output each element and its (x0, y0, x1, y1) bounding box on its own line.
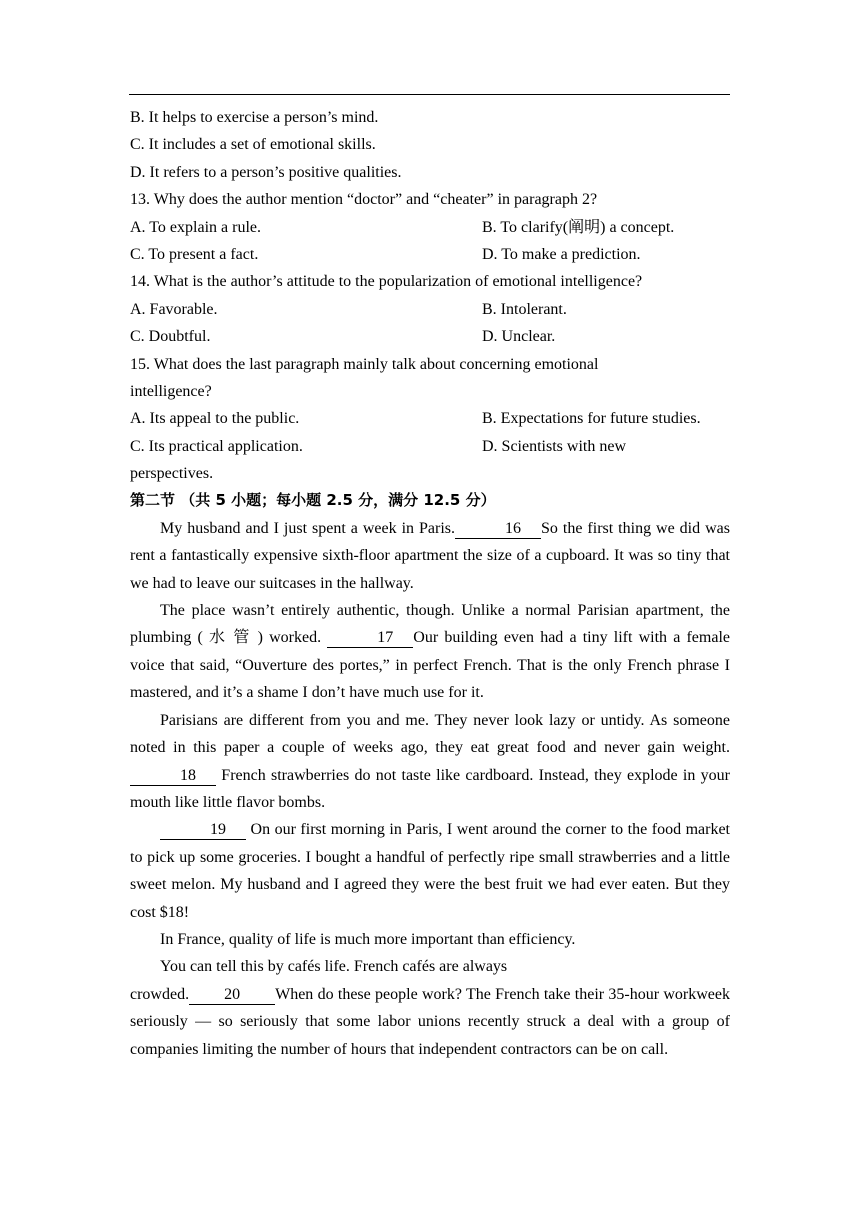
p6-text-before: crowded. (130, 985, 190, 1003)
passage-paragraph-5: In France, quality of life is much more important than efficiency. (160, 930, 576, 948)
blank-19[interactable]: 19 (160, 821, 246, 840)
p2-text-after: Our building even had a tiny lift with a female voice that said, “Ouverture des portes,” in perfect French. That is the only French phrase I mastered, and it’s a shame I don’t have much use for it. (130, 629, 730, 702)
section-heading: 第二节 （共 5 小题；每小题 2.5 分，满分 12.5 分） (130, 491, 496, 510)
q14-option-a: A. Favorable. (130, 300, 218, 318)
passage-paragraph-6 (130, 981, 730, 1063)
q15-option-b: B. Expectations for future studies. (482, 410, 701, 428)
q15-option-a: A. Its appeal to the public. (130, 410, 300, 428)
q12-option-d: D. It refers to a person’s positive qualities. (130, 163, 402, 181)
passage-paragraph-3 (130, 707, 730, 817)
q15-option-c: C. Its practical application. (130, 437, 303, 455)
p3-text-before: Parisians are different from you and me. They never look lazy or untidy. As someone noted in this paper a couple of weeks ago, they eat great food and never gain weight. (130, 711, 730, 757)
p2-text-before: The place wasn’t entirely authentic, though. Unlike a normal Parisian apartment, the plumbing ( 水 管 ) worked. (130, 602, 730, 647)
p3-text-after: French strawberries do not taste like cardboard. Instead, they explode in your mouth like little flavor bombs. (130, 766, 730, 811)
p6-text-after: When do these people work? The French take their 35-hour workweek seriously — so seriously that some labor unions recently struck a deal with a group of companies limiting the number of hours that independent contractors can be on call. (130, 985, 730, 1058)
q14-options-row-1 (130, 296, 730, 323)
passage-paragraph-2 (130, 597, 730, 707)
blank-20[interactable]: 20 (189, 986, 275, 1005)
passage-paragraph-1 (130, 515, 730, 597)
q13-option-c: C. To present a fact. (130, 245, 259, 263)
p1-text-after: So the first thing we did was rent a fantastically expensive sixth-floor apartment the size of a cupboard. It was so tiny that we had to leave our suitcases in the hallway. (130, 519, 730, 592)
passage-paragraph-6-line1: You can tell this by cafés life. French cafés are always (160, 958, 508, 976)
q15-option-d: D. Scientists with new (482, 437, 626, 455)
blank-17[interactable]: 17 (327, 629, 413, 648)
q13-options-row-2 (130, 241, 730, 268)
q15-stem-line2: intelligence? (130, 382, 212, 400)
exam-page (130, 104, 730, 1063)
q12-option-c: C. It includes a set of emotional skills. (130, 136, 376, 154)
p1-text-before: My husband and I just spent a week in Paris. (160, 519, 456, 537)
q15-stem-line1: 15. What does the last paragraph mainly talk about concerning emotional (130, 355, 599, 373)
q13-stem: 13. Why does the author mention “doctor” and “cheater” in paragraph 2? (130, 191, 598, 209)
q14-option-b: B. Intolerant. (482, 300, 567, 318)
passage-paragraph-4 (130, 816, 730, 926)
q13-option-d: D. To make a prediction. (482, 245, 641, 263)
blank-16[interactable]: 16 (455, 520, 541, 539)
q13-options-row-1 (130, 214, 730, 241)
q13-option-b: B. To clarify(阐明) a concept. (482, 218, 675, 236)
q14-stem: 14. What is the author’s attitude to the popularization of emotional intelligence? (130, 273, 643, 291)
p4-text-after: On our first morning in Paris, I went around the corner to the food market to pick up some groceries. I bought a handful of perfectly ripe small strawberries and a little sweet melon. My husband and I agreed they were the best fruit we had ever eaten. But they cost $18! (130, 821, 730, 921)
q14-options-row-2 (130, 323, 730, 350)
q13-option-a: A. To explain a rule. (130, 218, 261, 236)
q15-option-d-continued: perspectives. (130, 465, 214, 483)
q14-option-c: C. Doubtful. (130, 328, 211, 346)
blank-18[interactable]: 18 (130, 767, 216, 786)
header-rule (129, 94, 730, 95)
q15-options-row-1 (130, 405, 730, 432)
q15-options-row-2 (130, 433, 730, 460)
q14-option-d: D. Unclear. (482, 328, 556, 346)
q12-option-b: B. It helps to exercise a person’s mind. (130, 109, 379, 126)
